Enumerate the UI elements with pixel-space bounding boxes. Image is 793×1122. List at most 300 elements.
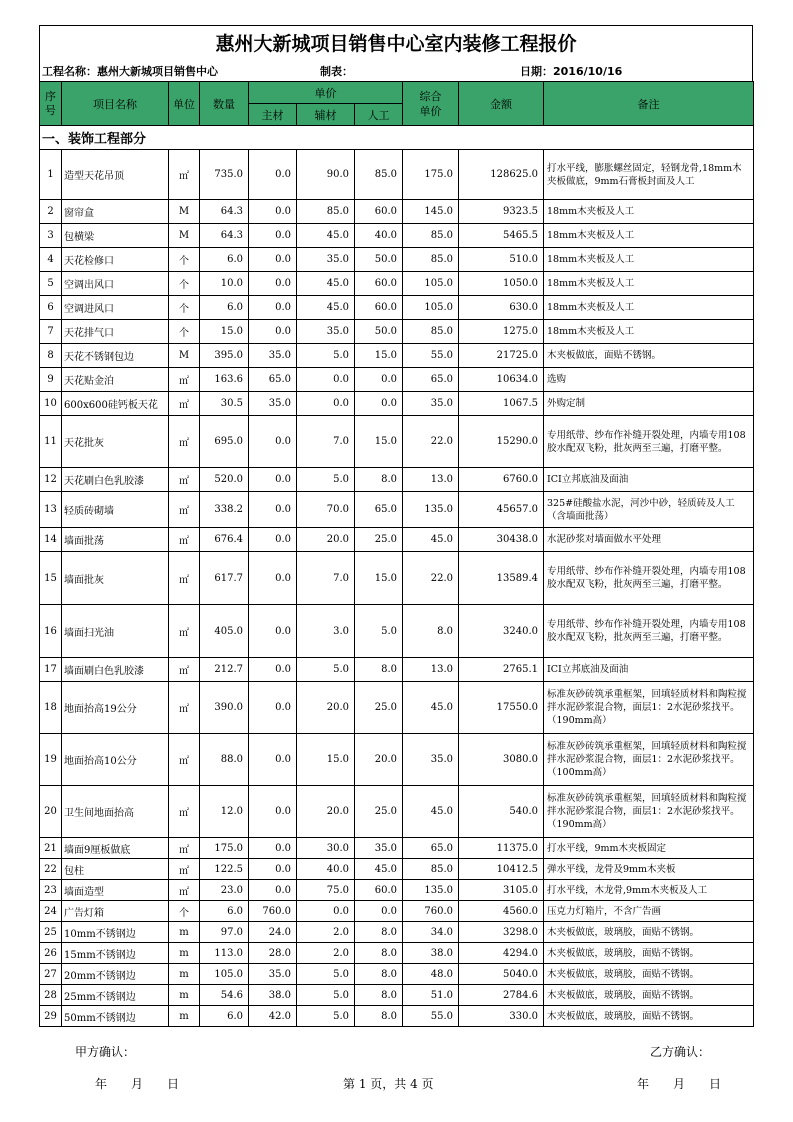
cell-row-number: 27 bbox=[40, 964, 62, 985]
cell-amount: 1050.0 bbox=[459, 272, 544, 296]
cell-row-number: 1 bbox=[40, 150, 62, 200]
table-row bbox=[40, 528, 754, 552]
cell-quantity: 676.4 bbox=[200, 528, 249, 552]
cell-remark: 18mm木夹板及人工 bbox=[544, 296, 754, 320]
cell-aux-material-price: 75.0 bbox=[297, 880, 355, 901]
cell-total-unit-price: 65.0 bbox=[403, 838, 459, 859]
cell-item-name: 地面抬高19公分 bbox=[62, 682, 169, 734]
cell-labor-price: 15.0 bbox=[355, 552, 403, 605]
cell-row-number: 14 bbox=[40, 528, 62, 552]
cell-amount: 5465.5 bbox=[459, 224, 544, 248]
cell-aux-material-price: 5.0 bbox=[297, 985, 355, 1006]
cell-remark: 外购定制 bbox=[544, 392, 754, 416]
table-header bbox=[40, 82, 754, 126]
cell-quantity: 105.0 bbox=[200, 964, 249, 985]
cell-total-unit-price: 13.0 bbox=[403, 658, 459, 682]
cell-total-unit-price: 45.0 bbox=[403, 682, 459, 734]
party-a-confirm: 甲方确认： bbox=[75, 1045, 136, 1059]
cell-remark: 标准灰砂砖筑承重框架，回填轻质材料和陶粒搅拌水泥砂浆混合物，面层1：2水泥砂浆找平。（190mm高） bbox=[544, 786, 754, 838]
table-row bbox=[40, 859, 754, 880]
cell-remark: 木夹板做底，玻璃胶，面贴不锈钢。 bbox=[544, 985, 754, 1006]
cell-remark: 木夹板做底，玻璃胶，面贴不锈钢。 bbox=[544, 943, 754, 964]
cell-item-name: 15mm不锈钢边 bbox=[62, 943, 169, 964]
cell-labor-price: 40.0 bbox=[355, 224, 403, 248]
cell-labor-price: 85.0 bbox=[355, 150, 403, 200]
cell-total-unit-price: 8.0 bbox=[403, 605, 459, 658]
cell-remark: 专用纸带、纱布作补缝开裂处理，内墙专用108胶水配双飞粉，批灰两至三遍，打磨平整。 bbox=[544, 416, 754, 468]
cell-aux-material-price: 90.0 bbox=[297, 150, 355, 200]
cell-total-unit-price: 760.0 bbox=[403, 901, 459, 922]
cell-item-name: 墙面批荡 bbox=[62, 528, 169, 552]
table-row bbox=[40, 734, 754, 786]
cell-amount: 4560.0 bbox=[459, 901, 544, 922]
cell-main-material-price: 0.0 bbox=[249, 734, 297, 786]
cell-quantity: 520.0 bbox=[200, 468, 249, 492]
cell-amount: 2765.1 bbox=[459, 658, 544, 682]
maker-label: 制表： bbox=[320, 65, 353, 78]
table-row bbox=[40, 224, 754, 248]
cell-unit: ㎡ bbox=[169, 468, 200, 492]
cell-aux-material-price: 20.0 bbox=[297, 786, 355, 838]
table-row bbox=[40, 922, 754, 943]
cell-main-material-price: 65.0 bbox=[249, 368, 297, 392]
cell-row-number: 21 bbox=[40, 838, 62, 859]
cell-item-name: 空调出风口 bbox=[62, 272, 169, 296]
cell-main-material-price: 0.0 bbox=[249, 224, 297, 248]
cell-labor-price: 60.0 bbox=[355, 200, 403, 224]
cell-item-name: 天花刷白色乳胶漆 bbox=[62, 468, 169, 492]
cell-quantity: 390.0 bbox=[200, 682, 249, 734]
cell-labor-price: 0.0 bbox=[355, 368, 403, 392]
cell-item-name: 地面抬高10公分 bbox=[62, 734, 169, 786]
cell-amount: 10634.0 bbox=[459, 368, 544, 392]
cell-amount: 15290.0 bbox=[459, 416, 544, 468]
cell-quantity: 6.0 bbox=[200, 248, 249, 272]
cell-unit: m bbox=[169, 922, 200, 943]
cell-remark: 水泥砂浆对墙面做水平处理 bbox=[544, 528, 754, 552]
cell-remark: ICI立邦底油及面油 bbox=[544, 658, 754, 682]
cell-aux-material-price: 70.0 bbox=[297, 492, 355, 528]
cell-unit: ㎡ bbox=[169, 368, 200, 392]
header-main-material: 主材 bbox=[249, 104, 297, 126]
cell-aux-material-price: 0.0 bbox=[297, 901, 355, 922]
cell-aux-material-price: 15.0 bbox=[297, 734, 355, 786]
cell-amount: 5040.0 bbox=[459, 964, 544, 985]
header-remark: 备注 bbox=[544, 82, 754, 126]
cell-unit: 个 bbox=[169, 248, 200, 272]
cell-item-name: 10mm不锈钢边 bbox=[62, 922, 169, 943]
cell-unit: ㎡ bbox=[169, 734, 200, 786]
table-row bbox=[40, 248, 754, 272]
cell-quantity: 175.0 bbox=[200, 838, 249, 859]
cell-row-number: 7 bbox=[40, 320, 62, 344]
cell-amount: 10412.5 bbox=[459, 859, 544, 880]
cell-aux-material-price: 2.0 bbox=[297, 922, 355, 943]
cell-labor-price: 25.0 bbox=[355, 786, 403, 838]
cell-aux-material-price: 7.0 bbox=[297, 552, 355, 605]
cell-main-material-price: 35.0 bbox=[249, 344, 297, 368]
cell-row-number: 23 bbox=[40, 880, 62, 901]
cell-row-number: 4 bbox=[40, 248, 62, 272]
cell-unit: ㎡ bbox=[169, 528, 200, 552]
cell-remark: 弹水平线，龙骨及9mm木夹板 bbox=[544, 859, 754, 880]
cell-total-unit-price: 85.0 bbox=[403, 320, 459, 344]
info-bar bbox=[39, 59, 753, 81]
cell-row-number: 5 bbox=[40, 272, 62, 296]
cell-main-material-price: 0.0 bbox=[249, 605, 297, 658]
cell-amount: 17550.0 bbox=[459, 682, 544, 734]
cell-aux-material-price: 45.0 bbox=[297, 224, 355, 248]
cell-aux-material-price: 5.0 bbox=[297, 1006, 355, 1027]
cell-labor-price: 35.0 bbox=[355, 838, 403, 859]
header-qty: 数量 bbox=[200, 82, 249, 126]
cell-total-unit-price: 85.0 bbox=[403, 248, 459, 272]
cell-item-name: 50mm不锈钢边 bbox=[62, 1006, 169, 1027]
cell-aux-material-price: 30.0 bbox=[297, 838, 355, 859]
cell-row-number: 28 bbox=[40, 985, 62, 1006]
cell-aux-material-price: 40.0 bbox=[297, 859, 355, 880]
cell-main-material-price: 0.0 bbox=[249, 272, 297, 296]
cell-labor-price: 5.0 bbox=[355, 605, 403, 658]
cell-item-name: 墙面批灰 bbox=[62, 552, 169, 605]
cell-amount: 540.0 bbox=[459, 786, 544, 838]
cell-unit: ㎡ bbox=[169, 150, 200, 200]
cell-remark: 18mm木夹板及人工 bbox=[544, 320, 754, 344]
table-row bbox=[40, 344, 754, 368]
cell-amount: 13589.4 bbox=[459, 552, 544, 605]
cell-amount: 128625.0 bbox=[459, 150, 544, 200]
cell-main-material-price: 0.0 bbox=[249, 248, 297, 272]
cell-aux-material-price: 5.0 bbox=[297, 964, 355, 985]
cell-item-name: 墙面刷白色乳胶漆 bbox=[62, 658, 169, 682]
cell-main-material-price: 35.0 bbox=[249, 964, 297, 985]
cell-item-name: 天花排气口 bbox=[62, 320, 169, 344]
party-b-confirm: 乙方确认： bbox=[650, 1045, 711, 1059]
cell-row-number: 12 bbox=[40, 468, 62, 492]
cell-total-unit-price: 105.0 bbox=[403, 272, 459, 296]
cell-labor-price: 8.0 bbox=[355, 658, 403, 682]
cell-quantity: 6.0 bbox=[200, 901, 249, 922]
cell-row-number: 10 bbox=[40, 392, 62, 416]
header-labor: 人工 bbox=[355, 104, 403, 126]
date-label: 日期：2016/10/16 bbox=[520, 65, 623, 78]
header-unit: 单位 bbox=[169, 82, 200, 126]
cell-total-unit-price: 145.0 bbox=[403, 200, 459, 224]
table-row bbox=[40, 605, 754, 658]
cell-total-unit-price: 105.0 bbox=[403, 296, 459, 320]
cell-labor-price: 8.0 bbox=[355, 1006, 403, 1027]
table-row bbox=[40, 552, 754, 605]
cell-row-number: 26 bbox=[40, 943, 62, 964]
cell-main-material-price: 0.0 bbox=[249, 859, 297, 880]
cell-unit: ㎡ bbox=[169, 786, 200, 838]
cell-labor-price: 15.0 bbox=[355, 416, 403, 468]
page-indicator: 第 1 页，共 4 页 bbox=[343, 1077, 434, 1091]
cell-quantity: 15.0 bbox=[200, 320, 249, 344]
table-body bbox=[40, 126, 754, 1027]
table-row bbox=[40, 320, 754, 344]
cell-row-number: 11 bbox=[40, 416, 62, 468]
cell-quantity: 395.0 bbox=[200, 344, 249, 368]
cell-remark: 压克力灯箱片，不含广告画 bbox=[544, 901, 754, 922]
cell-unit: M bbox=[169, 344, 200, 368]
table-row bbox=[40, 272, 754, 296]
cell-remark: 标准灰砂砖筑承重框架，回填轻质材料和陶粒搅拌水泥砂浆混合物，面层1：2水泥砂浆找平。（190mm高） bbox=[544, 682, 754, 734]
table-row bbox=[40, 492, 754, 528]
cell-total-unit-price: 22.0 bbox=[403, 552, 459, 605]
cell-quantity: 122.5 bbox=[200, 859, 249, 880]
cell-labor-price: 45.0 bbox=[355, 859, 403, 880]
cell-unit: m bbox=[169, 943, 200, 964]
cell-row-number: 17 bbox=[40, 658, 62, 682]
cell-aux-material-price: 0.0 bbox=[297, 392, 355, 416]
table-row bbox=[40, 901, 754, 922]
table-row bbox=[40, 943, 754, 964]
cell-unit: 个 bbox=[169, 320, 200, 344]
cell-row-number: 29 bbox=[40, 1006, 62, 1027]
cell-aux-material-price: 5.0 bbox=[297, 344, 355, 368]
cell-labor-price: 60.0 bbox=[355, 296, 403, 320]
cell-main-material-price: 0.0 bbox=[249, 552, 297, 605]
table-row bbox=[40, 296, 754, 320]
cell-remark: 专用纸带、纱布作补缝开裂处理，内墙专用108胶水配双飞粉，批灰两至三遍，打磨平整。 bbox=[544, 552, 754, 605]
project-name: 工程名称：惠州大新城项目销售中心 bbox=[42, 65, 218, 78]
cell-total-unit-price: 55.0 bbox=[403, 344, 459, 368]
cell-remark: 打水平线，膨胀螺丝固定，轻钢龙骨,18mm木夹板做底，9mm石膏板封面及人工 bbox=[544, 150, 754, 200]
cell-amount: 630.0 bbox=[459, 296, 544, 320]
cell-unit: 个 bbox=[169, 296, 200, 320]
cell-unit: m bbox=[169, 964, 200, 985]
cell-main-material-price: 0.0 bbox=[249, 296, 297, 320]
cell-total-unit-price: 51.0 bbox=[403, 985, 459, 1006]
cell-unit: ㎡ bbox=[169, 838, 200, 859]
cell-item-name: 墙面造型 bbox=[62, 880, 169, 901]
cell-aux-material-price: 3.0 bbox=[297, 605, 355, 658]
cell-item-name: 造型天花吊顶 bbox=[62, 150, 169, 200]
cell-unit: M bbox=[169, 200, 200, 224]
cell-row-number: 24 bbox=[40, 901, 62, 922]
cell-labor-price: 50.0 bbox=[355, 320, 403, 344]
cell-aux-material-price: 35.0 bbox=[297, 320, 355, 344]
cell-amount: 45657.0 bbox=[459, 492, 544, 528]
cell-unit: ㎡ bbox=[169, 492, 200, 528]
cell-main-material-price: 0.0 bbox=[249, 528, 297, 552]
table-row bbox=[40, 985, 754, 1006]
cell-quantity: 163.6 bbox=[200, 368, 249, 392]
cell-row-number: 15 bbox=[40, 552, 62, 605]
cell-row-number: 20 bbox=[40, 786, 62, 838]
cell-quantity: 23.0 bbox=[200, 880, 249, 901]
cell-total-unit-price: 45.0 bbox=[403, 786, 459, 838]
table-row bbox=[40, 1006, 754, 1027]
cell-main-material-price: 42.0 bbox=[249, 1006, 297, 1027]
cell-item-name: 空调进风口 bbox=[62, 296, 169, 320]
table-row bbox=[40, 368, 754, 392]
cell-amount: 3080.0 bbox=[459, 734, 544, 786]
cell-unit: m bbox=[169, 985, 200, 1006]
cell-total-unit-price: 13.0 bbox=[403, 468, 459, 492]
table-row bbox=[40, 964, 754, 985]
cell-labor-price: 20.0 bbox=[355, 734, 403, 786]
table-row bbox=[40, 392, 754, 416]
cell-row-number: 9 bbox=[40, 368, 62, 392]
cell-row-number: 19 bbox=[40, 734, 62, 786]
cell-item-name: 轻质砖砌墙 bbox=[62, 492, 169, 528]
cell-remark: 标准灰砂砖筑承重框架，回填轻质材料和陶粒搅拌水泥砂浆混合物，面层1：2水泥砂浆找平。（100mm高） bbox=[544, 734, 754, 786]
cell-main-material-price: 0.0 bbox=[249, 880, 297, 901]
cell-quantity: 54.6 bbox=[200, 985, 249, 1006]
cell-unit: m bbox=[169, 1006, 200, 1027]
cell-unit: M bbox=[169, 224, 200, 248]
cell-amount: 1275.0 bbox=[459, 320, 544, 344]
cell-labor-price: 8.0 bbox=[355, 922, 403, 943]
cell-main-material-price: 0.0 bbox=[249, 468, 297, 492]
cell-quantity: 12.0 bbox=[200, 786, 249, 838]
cell-unit: 个 bbox=[169, 272, 200, 296]
cell-item-name: 天花批灰 bbox=[62, 416, 169, 468]
cell-main-material-price: 0.0 bbox=[249, 786, 297, 838]
cell-main-material-price: 0.0 bbox=[249, 320, 297, 344]
cell-aux-material-price: 45.0 bbox=[297, 296, 355, 320]
cell-total-unit-price: 34.0 bbox=[403, 922, 459, 943]
cell-unit: ㎡ bbox=[169, 552, 200, 605]
cell-item-name: 天花贴金泊 bbox=[62, 368, 169, 392]
cell-total-unit-price: 65.0 bbox=[403, 368, 459, 392]
cell-aux-material-price: 2.0 bbox=[297, 943, 355, 964]
party-b-date: 年 月 日 bbox=[637, 1077, 722, 1091]
header-name: 项目名称 bbox=[62, 82, 169, 126]
cell-item-name: 广告灯箱 bbox=[62, 901, 169, 922]
cell-main-material-price: 0.0 bbox=[249, 492, 297, 528]
cell-amount: 11375.0 bbox=[459, 838, 544, 859]
cell-item-name: 墙面扫光油 bbox=[62, 605, 169, 658]
cell-row-number: 18 bbox=[40, 682, 62, 734]
cell-main-material-price: 0.0 bbox=[249, 200, 297, 224]
cell-row-number: 13 bbox=[40, 492, 62, 528]
header-amount: 金额 bbox=[459, 82, 544, 126]
cell-remark: 木夹板做底，玻璃胶，面贴不锈钢。 bbox=[544, 964, 754, 985]
cell-amount: 6760.0 bbox=[459, 468, 544, 492]
cell-remark: 打水平线，9mm木夹板固定 bbox=[544, 838, 754, 859]
cell-item-name: 卫生间地面抬高 bbox=[62, 786, 169, 838]
cell-amount: 30438.0 bbox=[459, 528, 544, 552]
cell-remark: 18mm木夹板及人工 bbox=[544, 248, 754, 272]
cell-item-name: 25mm不锈钢边 bbox=[62, 985, 169, 1006]
cell-main-material-price: 35.0 bbox=[249, 392, 297, 416]
cell-total-unit-price: 38.0 bbox=[403, 943, 459, 964]
cell-row-number: 16 bbox=[40, 605, 62, 658]
cell-remark: 325#硅酸盐水泥，河沙中砂，轻质砖及人工（含墙面批荡） bbox=[544, 492, 754, 528]
cell-main-material-price: 0.0 bbox=[249, 658, 297, 682]
cell-total-unit-price: 48.0 bbox=[403, 964, 459, 985]
cell-amount: 3298.0 bbox=[459, 922, 544, 943]
cell-labor-price: 65.0 bbox=[355, 492, 403, 528]
cell-labor-price: 60.0 bbox=[355, 880, 403, 901]
cell-item-name: 20mm不锈钢边 bbox=[62, 964, 169, 985]
cell-labor-price: 8.0 bbox=[355, 964, 403, 985]
cell-labor-price: 8.0 bbox=[355, 985, 403, 1006]
cell-total-unit-price: 35.0 bbox=[403, 734, 459, 786]
cell-unit: 个 bbox=[169, 901, 200, 922]
cell-item-name: 600x600硅钙板天花 bbox=[62, 392, 169, 416]
cell-amount: 3240.0 bbox=[459, 605, 544, 658]
cell-amount: 330.0 bbox=[459, 1006, 544, 1027]
table-row bbox=[40, 416, 754, 468]
cell-item-name: 包横梁 bbox=[62, 224, 169, 248]
cell-aux-material-price: 5.0 bbox=[297, 468, 355, 492]
cell-aux-material-price: 0.0 bbox=[297, 368, 355, 392]
cell-unit: ㎡ bbox=[169, 605, 200, 658]
header-total-unit: 综合单价 bbox=[403, 82, 459, 126]
cell-quantity: 64.3 bbox=[200, 200, 249, 224]
cell-aux-material-price: 20.0 bbox=[297, 528, 355, 552]
cell-row-number: 3 bbox=[40, 224, 62, 248]
cell-amount: 510.0 bbox=[459, 248, 544, 272]
cell-item-name: 天花检修口 bbox=[62, 248, 169, 272]
cell-labor-price: 60.0 bbox=[355, 272, 403, 296]
cell-quantity: 10.0 bbox=[200, 272, 249, 296]
cell-labor-price: 25.0 bbox=[355, 682, 403, 734]
cell-main-material-price: 24.0 bbox=[249, 922, 297, 943]
table-row bbox=[40, 880, 754, 901]
cell-remark: 选购 bbox=[544, 368, 754, 392]
cell-labor-price: 0.0 bbox=[355, 392, 403, 416]
cell-labor-price: 50.0 bbox=[355, 248, 403, 272]
quotation-table bbox=[39, 81, 754, 1027]
cell-main-material-price: 28.0 bbox=[249, 943, 297, 964]
cell-row-number: 6 bbox=[40, 296, 62, 320]
cell-quantity: 113.0 bbox=[200, 943, 249, 964]
cell-labor-price: 8.0 bbox=[355, 943, 403, 964]
section-title: 一、装饰工程部分 bbox=[40, 126, 754, 150]
cell-amount: 3105.0 bbox=[459, 880, 544, 901]
cell-main-material-price: 0.0 bbox=[249, 838, 297, 859]
cell-quantity: 30.5 bbox=[200, 392, 249, 416]
header-seq: 序号 bbox=[40, 82, 62, 126]
cell-quantity: 6.0 bbox=[200, 296, 249, 320]
cell-quantity: 338.2 bbox=[200, 492, 249, 528]
cell-unit: ㎡ bbox=[169, 416, 200, 468]
cell-total-unit-price: 175.0 bbox=[403, 150, 459, 200]
cell-amount: 21725.0 bbox=[459, 344, 544, 368]
cell-total-unit-price: 85.0 bbox=[403, 859, 459, 880]
cell-unit: ㎡ bbox=[169, 880, 200, 901]
cell-total-unit-price: 22.0 bbox=[403, 416, 459, 468]
table-row bbox=[40, 786, 754, 838]
cell-quantity: 735.0 bbox=[200, 150, 249, 200]
table-row bbox=[40, 838, 754, 859]
cell-total-unit-price: 135.0 bbox=[403, 880, 459, 901]
cell-total-unit-price: 135.0 bbox=[403, 492, 459, 528]
cell-row-number: 2 bbox=[40, 200, 62, 224]
cell-labor-price: 15.0 bbox=[355, 344, 403, 368]
cell-amount: 4294.0 bbox=[459, 943, 544, 964]
cell-amount: 1067.5 bbox=[459, 392, 544, 416]
header-unit-price: 单价 bbox=[249, 82, 403, 104]
cell-quantity: 88.0 bbox=[200, 734, 249, 786]
cell-quantity: 64.3 bbox=[200, 224, 249, 248]
cell-quantity: 617.7 bbox=[200, 552, 249, 605]
cell-remark: 木夹板做底，玻璃胶，面贴不锈钢。 bbox=[544, 1006, 754, 1027]
cell-item-name: 天花不锈钢包边 bbox=[62, 344, 169, 368]
table-row bbox=[40, 682, 754, 734]
cell-remark: 打水平线，木龙骨,9mm木夹板及人工 bbox=[544, 880, 754, 901]
cell-remark: ICI立邦底油及面油 bbox=[544, 468, 754, 492]
cell-row-number: 22 bbox=[40, 859, 62, 880]
cell-main-material-price: 38.0 bbox=[249, 985, 297, 1006]
cell-unit: ㎡ bbox=[169, 658, 200, 682]
document-title: 惠州大新城项目销售中心室内装修工程报价 bbox=[39, 25, 753, 59]
